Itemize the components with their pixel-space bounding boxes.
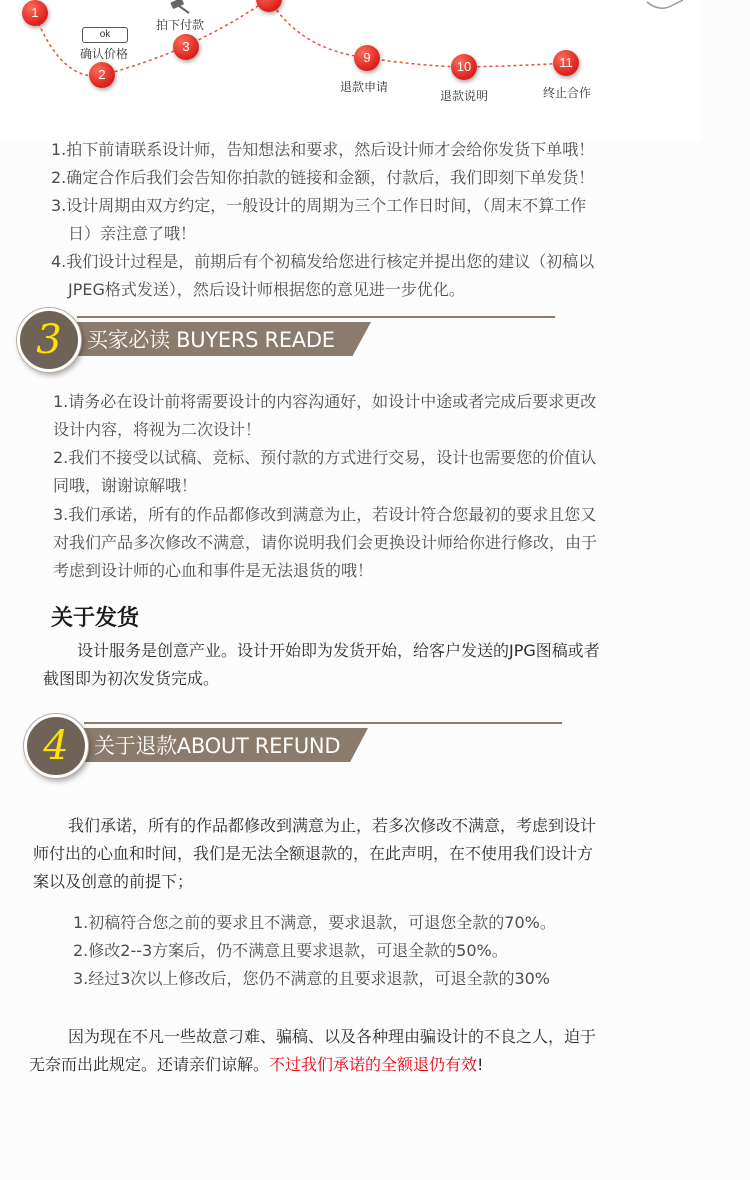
flow-label-refund-apply: 退款申请 <box>340 80 389 94</box>
refund-para-line-2: 师付出的心血和时间，我们是无法全额退款的，在此声明，在不使用我们设计方 <box>33 844 594 863</box>
banner-rule <box>84 722 562 724</box>
section-4-banner <box>24 714 569 774</box>
shipping-heading: 关于发货 <box>51 606 140 631</box>
flow-label-terminate: 终止合作 <box>543 86 592 100</box>
handshake-icon <box>645 0 685 12</box>
section-3-title: 买家必读 BUYERS READE <box>87 328 335 352</box>
shipping-line-2: 截图即为初次发货完成。 <box>43 669 220 688</box>
s3-line-2-cont: 同哦，谢谢谅解哦！ <box>53 476 198 495</box>
flow-label-refund-note: 退款说明 <box>440 89 489 103</box>
s3-line-3-cont: 对我们产品多次修改不满意，请你说明我们会更换设计师给你进行修改，由于 <box>53 533 598 552</box>
intro-line-3: 3.设计周期由双方约定，一般设计的周期为三个工作日时间，（周末不算工作 <box>51 196 587 215</box>
intro-line-2: 2.确定合作后我们会告知你拍款的链接和金额，付款后，我们即刻下单发货！ <box>51 168 595 187</box>
gavel-icon <box>168 0 194 16</box>
closing-text: 无奈而出此规定。还请亲们谅解。 <box>29 1055 270 1074</box>
s3-line-1: 1.请务必在设计前将需要设计的内容沟通好，如设计中途或者完成后要求更改 <box>53 392 597 411</box>
flow-label-confirm-price: 确认价格 <box>80 47 129 61</box>
refund-item-3: 3.经过3次以上修改后，您仍不满意的且要求退款，可退全款的30% <box>73 969 551 988</box>
closing-highlight: 不过我们承诺的全额退仍有效 <box>269 1055 478 1074</box>
section-number-badge: 3 <box>17 308 81 372</box>
section-number-badge: 4 <box>24 714 88 778</box>
shipping-line-1: 设计服务是创意产业。设计开始即为发货开始，给客户发送的JPG图稿或者 <box>77 641 600 660</box>
flow-step-11: 11 <box>553 50 579 76</box>
closing-suffix: ! <box>477 1055 484 1074</box>
refund-item-2: 2.修改2--3方案后，仍不满意且要求退款，可退全款的50%。 <box>73 941 508 960</box>
refund-para-line-1: 我们承诺，所有的作品都修改到满意为止，若多次修改不满意，考虑到设计 <box>68 816 597 835</box>
intro-line-4-cont: JPEG格式发送），然后设计师根据您的意见进一步优化。 <box>68 280 465 299</box>
refund-item-1: 1.初稿符合您之前的要求且不满意，要求退款，可退您全款的70%。 <box>73 913 556 932</box>
closing-line-2 <box>29 1055 483 1075</box>
flow-step-3: 3 <box>173 34 199 60</box>
s3-line-3: 3.我们承诺，所有的作品都修改到满意为止，若设计符合您最初的要求且您又 <box>53 505 597 524</box>
intro-line-3-cont: 日）亲注意了哦！ <box>68 224 197 243</box>
flow-label-pay: 拍下付款 <box>156 18 205 32</box>
s3-line-1-cont: 设计内容，将视为二次设计！ <box>53 420 262 439</box>
intro-line-4: 4.我们设计过程是，前期后有个初稿发给您进行核定并提出您的建议（初稿以 <box>51 252 595 271</box>
ok-button-icon: ok <box>82 27 128 43</box>
s3-line-2: 2.我们不接受以试稿、竞标、预付款的方式进行交易，设计也需要您的价值认 <box>53 448 597 467</box>
intro-line-1: 1.拍下前请联系设计师，告知想法和要求，然后设计师才会给你发货下单哦！ <box>51 140 595 159</box>
refund-para-line-3: 案以及创意的前提下； <box>33 872 194 891</box>
banner-rule <box>77 316 555 318</box>
flow-step-9: 9 <box>354 45 380 71</box>
section-4-title: 关于退款ABOUT REFUND <box>94 734 341 758</box>
section-3-banner <box>17 308 562 368</box>
process-flow <box>0 0 700 140</box>
flow-step-2: 2 <box>89 62 115 88</box>
flow-step-10: 10 <box>451 54 477 80</box>
closing-line-1: 因为现在不凡一些故意刁难、骗稿、以及各种理由骗设计的不良之人，迫于 <box>68 1027 597 1046</box>
flow-step-1: 1 <box>22 0 48 26</box>
s3-line-3-cont2: 考虑到设计师的心血和事件是无法退货的哦！ <box>53 561 374 580</box>
